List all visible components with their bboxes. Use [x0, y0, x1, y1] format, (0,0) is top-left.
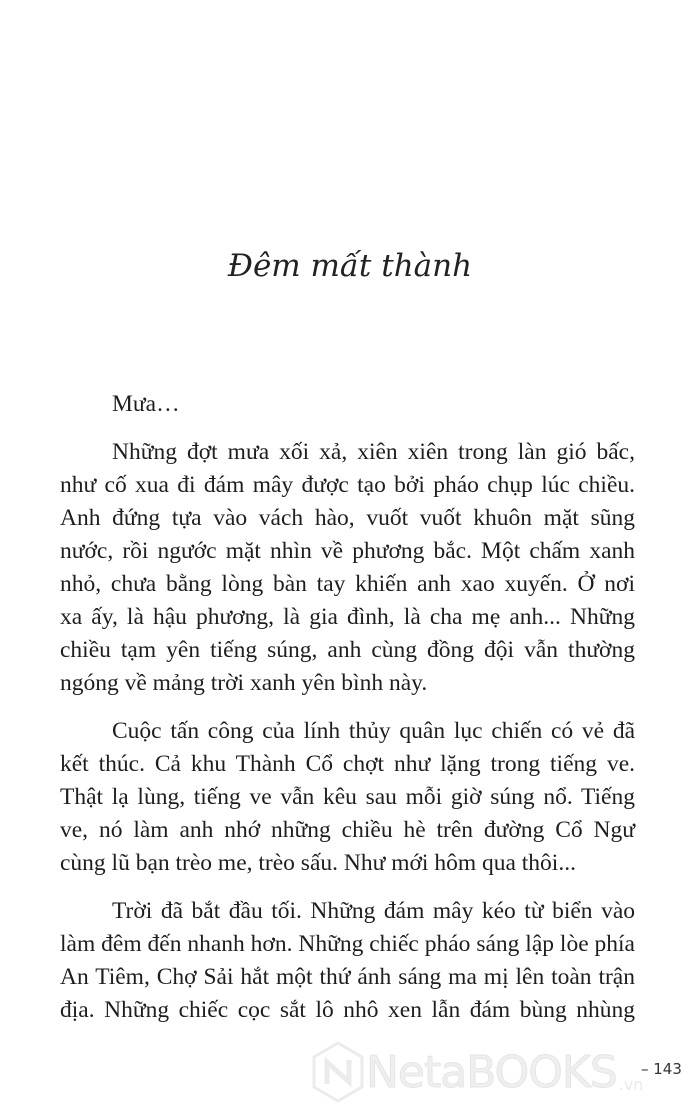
netabooks-logo-icon	[310, 1040, 366, 1104]
text-line: xa ấy, là hậu phương, là gia đình, là cha mẹ anh... Những	[60, 604, 635, 630]
page-number: – 143	[641, 1060, 682, 1078]
text-line: Mưa…	[112, 391, 180, 417]
text-line: Anh đứng tựa vào vách hào, vuốt vuốt khuôn mặt sũng	[60, 505, 635, 531]
watermark	[310, 1040, 643, 1104]
text-line: chiều tạm yên tiếng súng, anh cùng đồng đội vẫn thường	[60, 637, 635, 663]
text-line: nhỏ, chưa bằng lòng bàn tay khiến anh xao xuyến. Ở nơi	[60, 571, 635, 597]
text-line: Trời đã bắt đầu tối. Những đám mây kéo từ biển vào	[112, 898, 635, 924]
paragraph	[60, 436, 635, 700]
paragraph	[60, 715, 635, 880]
text-line: ngóng về mảng trời xanh yên bình này.	[60, 670, 428, 696]
paragraph	[60, 895, 635, 1027]
text-line: Thật lạ lùng, tiếng ve vẫn kêu sau mỗi giờ súng nổ. Tiếng	[60, 784, 635, 810]
watermark-brand: NetaBOOKS	[366, 1046, 617, 1098]
text-line: ve, nó làm anh nhớ những chiều hè trên đường Cổ Ngư	[60, 817, 635, 843]
text-line: địa. Những chiếc cọc sắt lô nhô xen lẫn đám bùng nhùng	[60, 997, 635, 1023]
text-line: nước, rồi ngước mặt nhìn về phương bắc. Một chấm xanh	[60, 538, 635, 564]
chapter-title: Đêm mất thành	[227, 248, 473, 284]
paragraph	[60, 388, 635, 421]
text-line: cùng lũ bạn trèo me, trèo sấu. Như mới hôm qua thôi...	[60, 850, 576, 876]
text-line: như cố xua đi đám mây được tạo bởi pháo chụp lúc chiều.	[60, 472, 635, 498]
text-line: Cuộc tấn công của lính thủy quân lục chiến có vẻ đã	[112, 718, 635, 744]
text-line: làm đêm đến nhanh hơn. Những chiếc pháo sáng lập lòe phía	[60, 931, 635, 957]
text-line: An Tiêm, Chợ Sải hắt một thứ ánh sáng ma mị lên toàn trận	[60, 964, 635, 990]
watermark-suffix: .vn	[618, 1075, 644, 1094]
body-text	[60, 388, 635, 1042]
text-line: Những đợt mưa xối xả, xiên xiên trong làn gió bấc,	[112, 439, 635, 465]
text-line: kết thúc. Cả khu Thành Cổ chợt như lặng trong tiếng ve.	[60, 751, 635, 777]
